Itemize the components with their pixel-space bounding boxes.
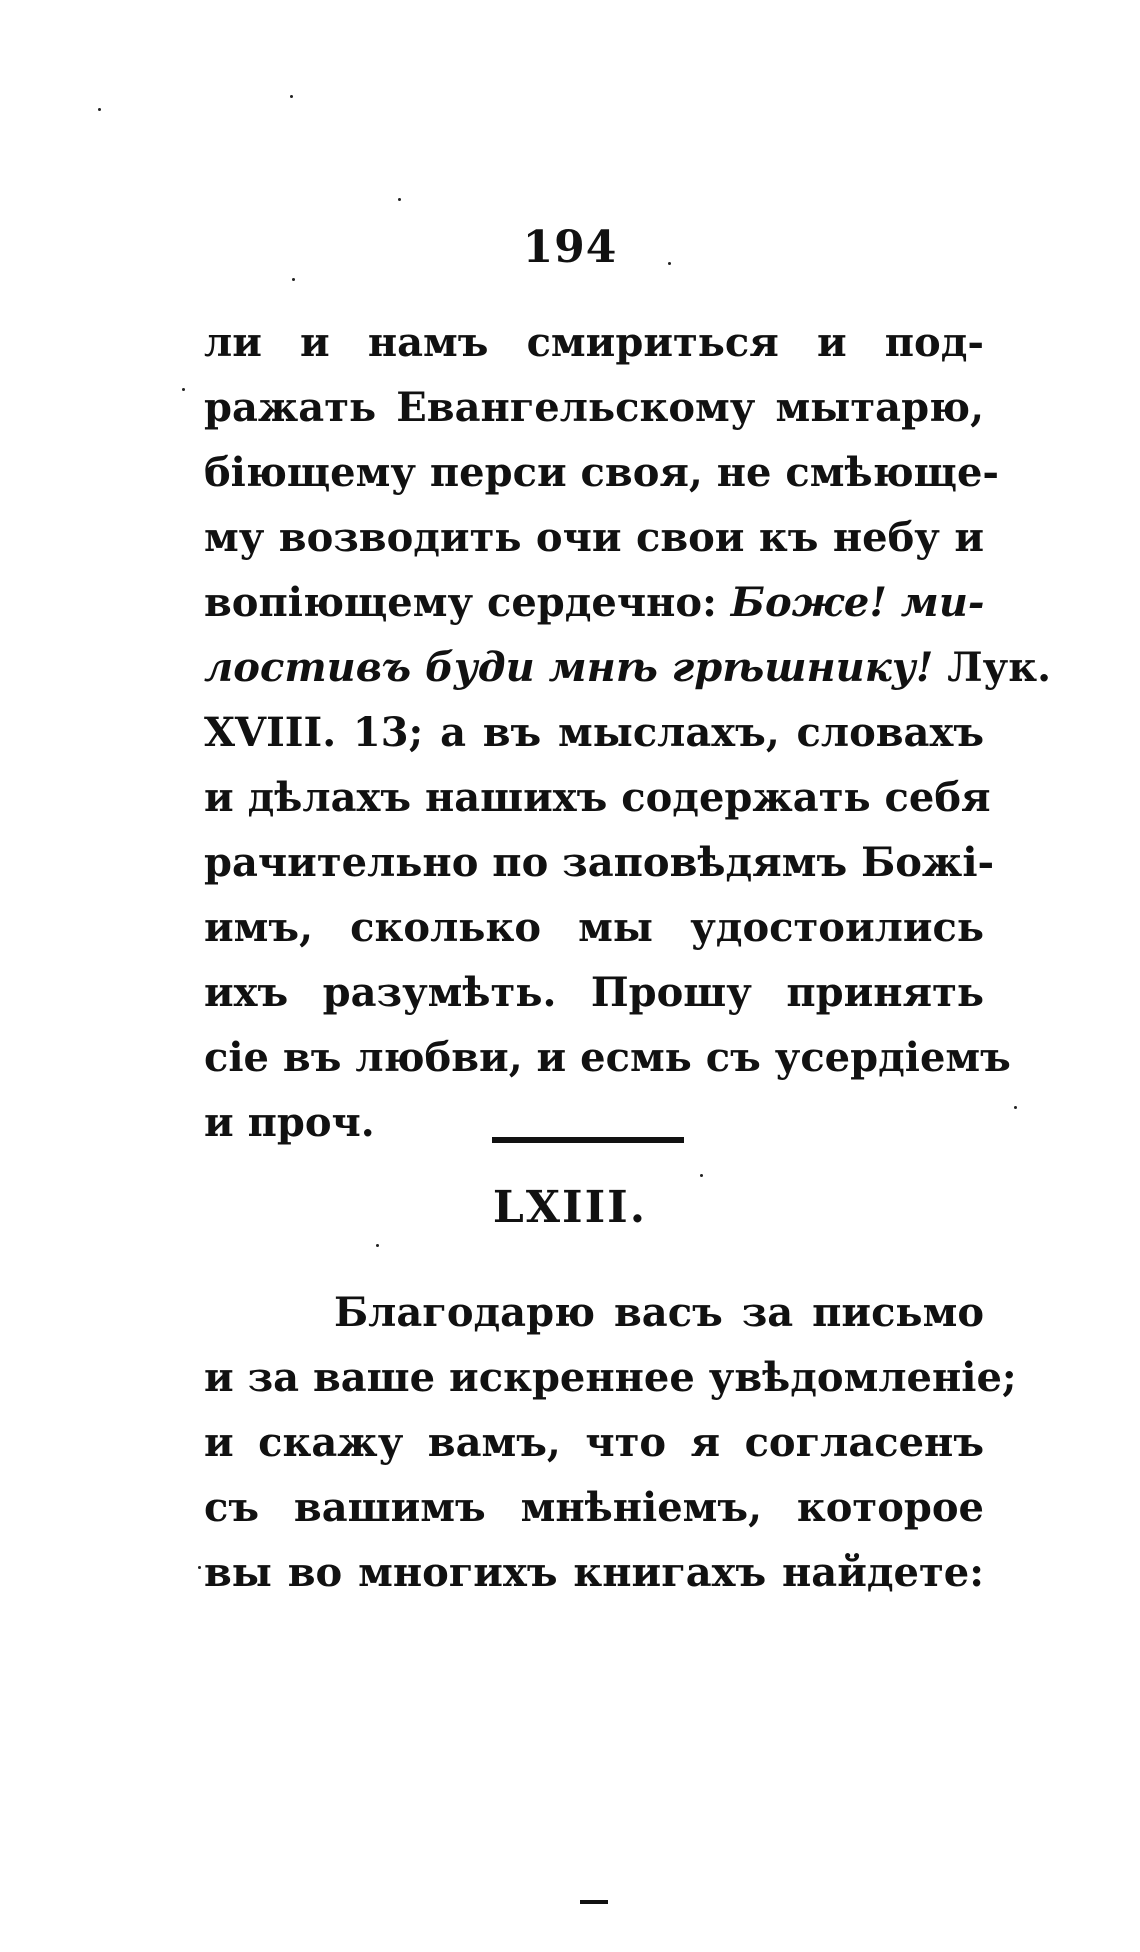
scan-speck [700,1174,703,1177]
text-line: и дѣлахъ нашихъ содержать себя [204,774,991,821]
text-line: ли и намъ смириться и под- [204,319,984,366]
text-line: и за ваше искреннее увѣдомленіе; [204,1354,1017,1401]
text-line: ихъ разумѣть. Прошу принять [204,969,984,1016]
scan-speck [182,388,185,391]
italic-quote: Боже! ми- [730,579,985,626]
text-line: ражать Евангельскому мытарю, [204,384,984,431]
text-line: имъ, сколько мы удостоились [204,904,984,951]
section-divider [492,1137,684,1143]
scan-speck [1014,1106,1017,1109]
passage-1 [204,310,1052,1155]
scan-speck [198,1566,201,1569]
text-span: Лук. [933,644,1052,691]
text-line: и скажу вамъ, что я согласенъ [204,1419,984,1466]
text-line: и проч. [204,1099,375,1146]
text-line: Благодарю васъ за письмо [334,1289,984,1336]
passage-2 [204,1280,1017,1605]
text-line: вы во многихъ книгахъ найдете: [204,1549,984,1596]
catchword-dash [580,1900,608,1904]
text-line [204,635,1052,700]
text-line: XVIII. 13; а въ мыслахъ, словахъ [204,709,984,756]
scan-speck [376,1244,379,1247]
text-line: съ вашимъ мнѣніемъ, которое [204,1484,984,1531]
text-line: біющему перси своя, не смѣюще- [204,449,999,496]
scan-speck [98,108,101,111]
scan-speck [292,278,295,281]
text-line: му возводить очи свои къ небу и [204,514,984,561]
text-span: вопіющему сердечно: [204,579,731,626]
page-number: 194 [522,222,618,273]
italic-quote: лостивъ буди мнѣ грѣшнику! [204,644,934,691]
text-line: рачительно по заповѣдямъ Божі- [204,839,995,886]
scan-speck [290,95,293,98]
text-line [204,570,984,635]
scan-speck [398,198,401,201]
text-line: сіе въ любви, и есмь съ усердіемъ [204,1034,1011,1081]
section-heading: LXIII. [492,1182,648,1233]
scan-speck [668,262,671,265]
